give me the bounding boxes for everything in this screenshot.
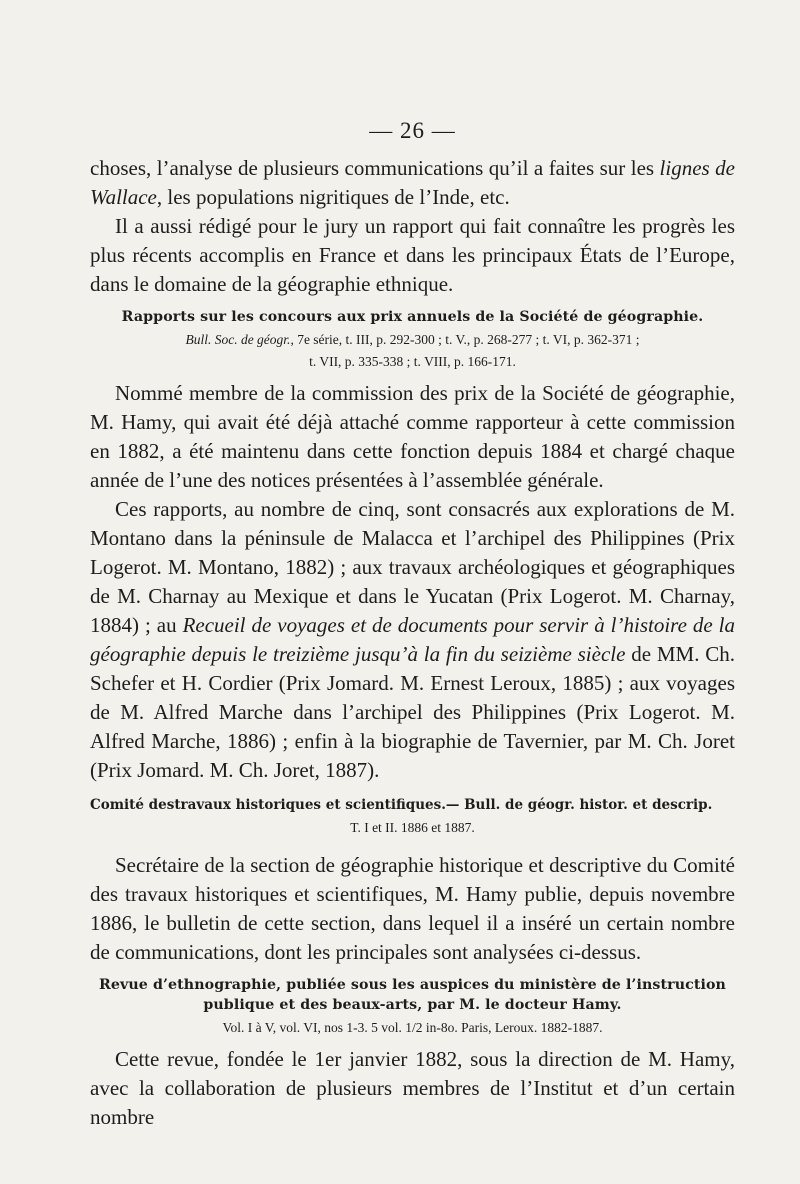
paragraph-continued (90, 154, 735, 212)
paragraph-text: de MM. Ch. Schefer et H. Cordier (Prix Jomard. M. Ernest Leroux, 1885) ; aux voyages de M. Alfred Marche dans l’archipel des Philippines (Prix Logerot. M. Alfred Marche, 1886) ; enfin à la biographie de Tavernier, par M. Ch. Joret (Prix Jomard. M. Ch. Joret, 1887). (90, 642, 735, 782)
paragraph-rapports (90, 495, 735, 785)
paragraph-revue: Cette revue, fondée le 1er janvier 1882, sous la direction de M. Hamy, avec la collaboration de plusieurs membres de l’Institut et d’un certain nombre (90, 1047, 735, 1129)
italic-title: Recueil de voyages et de documents pour servir à l’histoire de la géographie depuis le treizième jusqu’à la fin du seizième siècle (90, 613, 735, 666)
reference-journal: Bull. Soc. de géogr. (185, 332, 291, 347)
paragraph-jury-report: Il a aussi rédigé pour le jury un rapport qui fait connaître les progrès les plus récents accomplis en France et dans les principaux États de l’Europe, dans le domaine de la géographie ethnique. (90, 214, 735, 296)
section-heading-prix: Rapports sur les concours aux prix annuels de la Société de géographie. (121, 309, 704, 325)
reference-text: t. VII, p. 335-338 ; t. VIII, p. 166-171. (309, 354, 516, 369)
paragraph-text: , les populations nigritiques de l’Inde, etc. (156, 185, 510, 209)
paragraph-text: Ces rapports, au nombre de cinq, sont consacrés aux explorations de M. Montano dans la péninsule de Malacca et l’archipel des Philippines (Prix Logerot. M. Montano, 1882) ; aux travaux archéologiques et géographiques de M. Charnay au Mexique et dans le Yucatan (Prix Logerot. M. Charnay, 1884) ; au (90, 497, 735, 637)
reference-text: , 7e série, t. III, p. 292-300 ; t. V., p. 268-277 ; t. VI, p. 362-371 ; (290, 332, 640, 347)
paragraph-secretaire: Secrétaire de la section de géographie historique et descriptive du Comité des travaux historiques et scientifiques, M. Hamy publie, depuis novembre 1886, le bulletin de cette section, dans lequel il a inséré un certain nombre de communications, dont les principales sont analysées ci-dessus. (90, 853, 735, 964)
section-heading-comite: Comité destravaux historiques et scientifiques.— Bull. de géogr. histor. et descrip. (90, 797, 713, 813)
reference-comite: T. I et II. 1886 et 1887. (350, 820, 475, 835)
paragraph-commission: Nommé membre de la commission des prix de la Société de géographie, M. Hamy, qui avait été déjà attaché comme rapporteur à cette commission en 1882, a été maintenu dans cette fonction depuis 1884 et chargé chaque année de l’une des notices présentées à l’assemblée générale. (90, 381, 735, 492)
paragraph-text: choses, l’analyse de plusieurs communications qu’il a faites sur les (90, 156, 660, 180)
reference-bulletin (90, 329, 735, 373)
page-number: — 26 — (369, 118, 456, 143)
italic-title: lignes de Wallace (90, 156, 735, 209)
section-heading-revue: Revue d’ethnographie, publiée sous les auspices du ministère de l’instruction publique et des beaux-arts, par M. le docteur Hamy. (99, 977, 726, 1013)
reference-revue: Vol. I à V, vol. VI, nos 1-3. 5 vol. 1/2 in-8o. Paris, Leroux. 1882-1887. (222, 1020, 603, 1035)
page (90, 118, 735, 1132)
